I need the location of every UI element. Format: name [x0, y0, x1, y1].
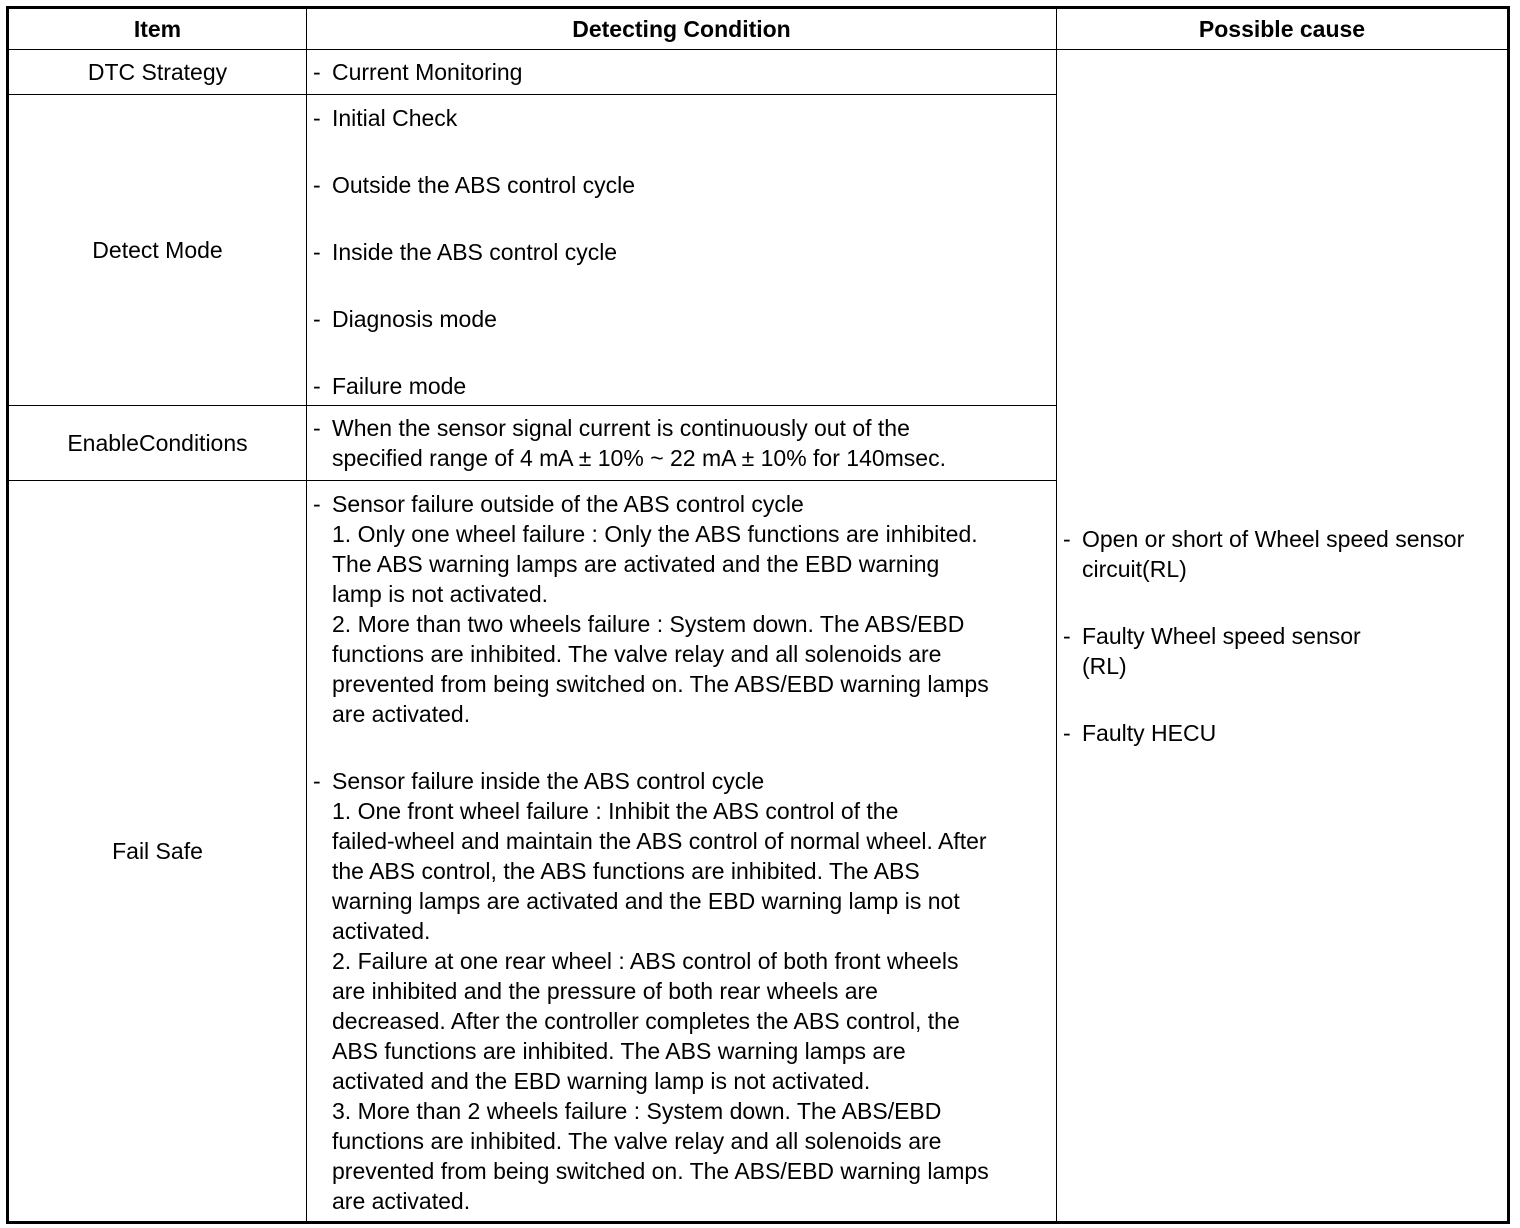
condition-current-monitoring: Current Monitoring	[332, 59, 523, 85]
list-item: - Outside the ABS control cycle	[313, 172, 635, 198]
cause-item: - Open or short of Wheel speed sensor circuit(RL)	[1063, 525, 1465, 582]
header-row	[8, 8, 1509, 50]
item-enable-conditions: EnableConditions	[8, 406, 307, 481]
list-item: - Diagnosis mode	[313, 306, 497, 332]
item-dtc-strategy: DTC Strategy	[8, 50, 307, 95]
possible-cause-cell	[1057, 50, 1509, 1223]
condition-fail-safe	[307, 481, 1057, 1223]
fail-safe-inside: - Sensor failure inside the ABS control cycle 1. One front wheel failure : Inhibit the ABS control of the failed-wheel and maintain the ABS control of normal wheel. After the ABS control, the ABS functions are inhibited. The ABS warning lamps are activated and the EBD warning lamp is not activated. 2. Failure at one rear wheel : ABS control of both front wheels are inhibited and the pressure of both rear wheels are decreased. After the controller completes the ABS control, the ABS functions are inhibited. The ABS warning lamps are activated and the EBD warning lamp is not activated. 3. More than 2 wheels failure : System down. The ABS/EBD functions are inhibited. The valve relay and all solenoids are prevented from being switched on. The ABS/EBD warning lamps are activated.	[313, 768, 989, 1214]
condition-enable-conditions: - When the sensor signal current is continuously out of the specified range of 4 mA ± 10% ~ 22 mA ± 10% for 140msec.	[307, 406, 1057, 481]
header-condition: Detecting Condition	[307, 8, 1057, 50]
header-item: Item	[8, 8, 307, 50]
condition-detect-mode	[307, 95, 1057, 406]
cause-item: - Faulty HECU	[1063, 719, 1217, 746]
list-item: - Inside the ABS control cycle	[313, 239, 618, 265]
item-fail-safe: Fail Safe	[8, 481, 307, 1223]
list-item: - Failure mode	[313, 373, 467, 399]
header-cause: Possible cause	[1057, 8, 1509, 50]
fail-safe-outside: - Sensor failure outside of the ABS control cycle 1. Only one wheel failure : Only the ABS functions are inhibited. The ABS warning lamps are activated and the EBD warning lamp is not activated. 2. More than two wheels failure : System down. The ABS/EBD functions are inhibited. The valve relay and all solenoids are prevented from being switched on. The ABS/EBD warning lamps are activated.	[313, 491, 989, 727]
list-item: - Initial Check	[313, 105, 458, 131]
row-dtc-strategy	[8, 50, 1509, 95]
dtc-table	[6, 6, 1510, 1224]
condition-dtc-strategy: - Current Monitoring	[307, 50, 1057, 95]
cause-item: - Faulty Wheel speed sensor (RL)	[1063, 622, 1361, 679]
item-detect-mode: Detect Mode	[8, 95, 307, 406]
